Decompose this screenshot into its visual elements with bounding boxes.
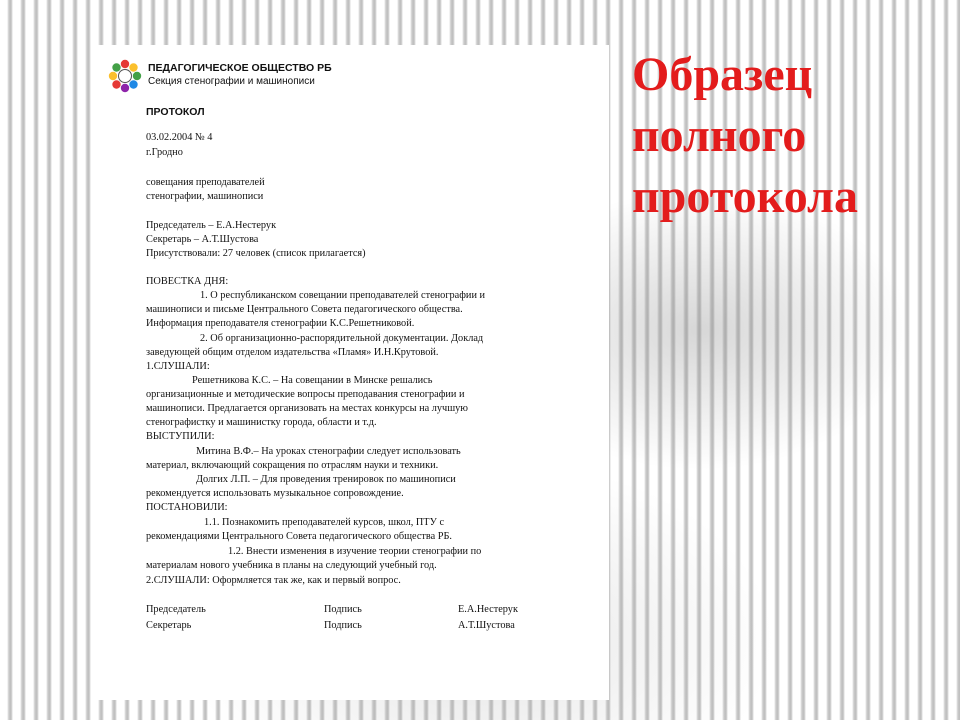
resolved-text: 1.1. Познакомить преподавателей курсов, школ, ПТУ с	[204, 517, 445, 528]
slide-title-line: полного	[632, 109, 807, 162]
resolved-text: рекомендациями Центрального Совета педагогического общества РБ.	[146, 531, 452, 542]
resolved-text: материалам нового учебника в планы на следующий учебный год.	[146, 560, 437, 571]
society-emblem-icon	[108, 59, 142, 93]
place: г.Гродно	[146, 147, 183, 158]
slide-title-line: протокола	[632, 170, 858, 223]
org-name: ПЕДАГОГИЧЕСКОЕ ОБЩЕСТВО РБ	[148, 62, 332, 74]
agenda-item: заведующей общим отделом издательства «Пламя» И.Н.Крутовой.	[146, 347, 439, 358]
signature-name: Е.А.Нестерук	[458, 604, 518, 615]
document-type: ПРОТОКОЛ	[146, 106, 205, 118]
secretary-line: Секретарь – А.Т.Шустова	[146, 234, 259, 245]
heard-text: организационные и методические вопросы преподавания стенографии и	[146, 389, 465, 400]
agenda-item: 1. О республиканском совещании преподавателей стенографии и	[200, 290, 486, 301]
spoke-text: Долгих Л.П. – Для проведения тренировок по машинописи	[196, 474, 456, 485]
spoke-text: Митина В.Ф.– На уроках стенографии следует использовать	[196, 446, 461, 457]
heard-heading: 1.СЛУШАЛИ:	[146, 361, 210, 372]
slide-title	[632, 44, 932, 227]
subject-line: совещания преподавателей	[146, 177, 265, 188]
heard-2-line: 2.СЛУШАЛИ: Оформляется так же, как и первый вопрос.	[146, 575, 401, 586]
signature-sign: Подпись	[324, 604, 362, 615]
signature-role: Секретарь	[146, 620, 192, 631]
protocol-document	[94, 45, 609, 700]
resolved-text: 1.2. Внести изменения в изучение теории стенографии по	[228, 546, 482, 557]
slide-title-line: Образец	[632, 48, 813, 101]
spoke-heading: ВЫСТУПИЛИ:	[146, 431, 215, 442]
spoke-text: рекомендуется использовать музыкальное сопровождение.	[146, 488, 404, 499]
signature-role: Председатель	[146, 604, 206, 615]
org-section: Секция стенографии и машинописи	[148, 76, 315, 87]
agenda-item: Информация преподавателя стенографии К.С.Решетниковой.	[146, 318, 415, 329]
present-line: Присутствовали: 27 человек (список прилагается)	[146, 248, 366, 259]
agenda-item: машинописи и письме Центрального Совета педагогического общества.	[146, 304, 463, 315]
signature-name: А.Т.Шустова	[458, 620, 515, 631]
chair-line: Председатель – Е.А.Нестерук	[146, 220, 277, 231]
signature-sign: Подпись	[324, 620, 362, 631]
date-number: 03.02.2004 № 4	[146, 132, 213, 143]
resolved-heading: ПОСТАНОВИЛИ:	[146, 502, 228, 513]
heard-text: машинописи. Предлагается организовать на местах конкурсы на лучшую	[146, 403, 468, 414]
agenda-heading: ПОВЕСТКА ДНЯ:	[146, 276, 229, 287]
spoke-text: материал, включающий сокращения по отраслям науки и техники.	[146, 460, 439, 471]
heard-text: Решетникова К.С. – На совещании в Минске решались	[192, 375, 433, 386]
subject-line: стенографии, машинописи	[146, 191, 264, 202]
agenda-item: 2. Об организационно-распорядительной документации. Доклад	[200, 333, 484, 344]
heard-text: стенографистку и машинистку города, области и т.д.	[146, 417, 377, 428]
